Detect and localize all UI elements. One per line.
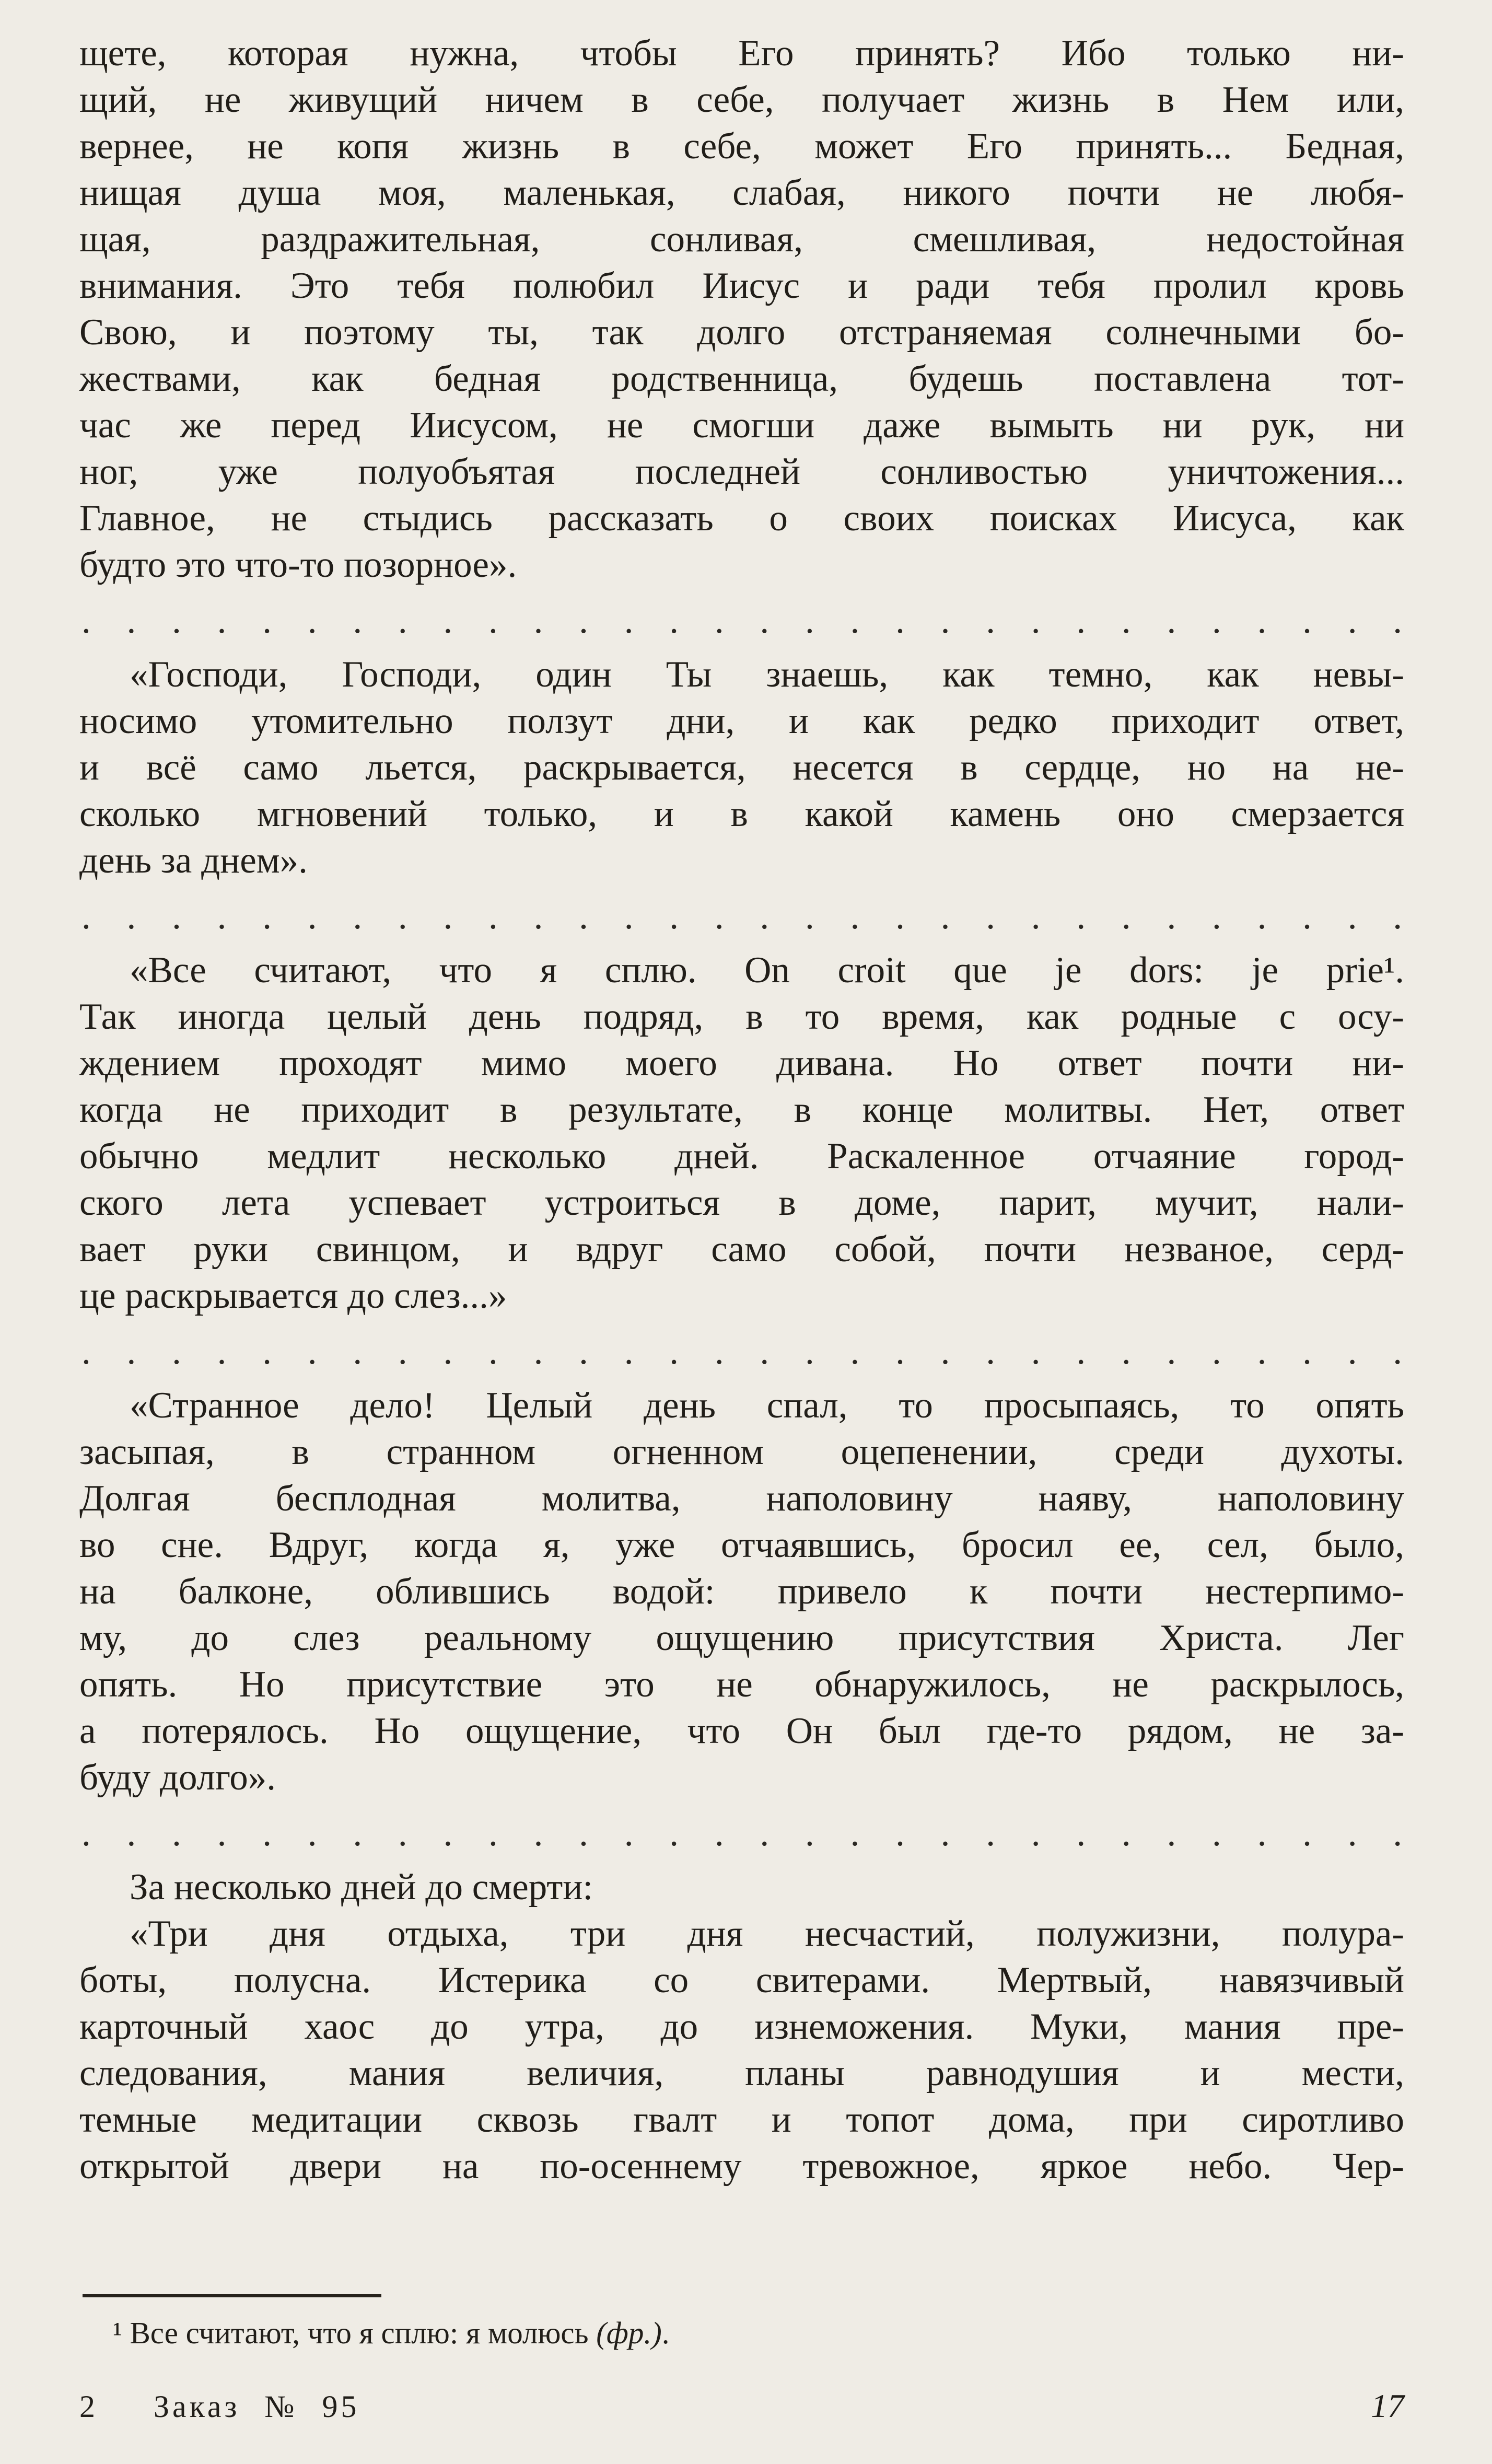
paragraph-continuation bbox=[79, 30, 1404, 588]
text-line: сколько мгновений только, и в какой камень оно смерзается bbox=[79, 794, 1404, 834]
footnote bbox=[113, 2312, 1404, 2354]
dotted-separator: . . . . . . . . . . . . . . . . . . . . . . . . . . . . . . bbox=[81, 1331, 1402, 1372]
text-line: опять. Но присутствие это не обнаружилось, не раскрылось, bbox=[79, 1664, 1404, 1705]
text-line: нищая душа моя, маленькая, слабая, никого почти не любя- bbox=[79, 172, 1404, 213]
text-line: открытой двери на по-осеннему тревожное, яркое небо. Чер- bbox=[79, 2146, 1404, 2187]
paragraph-4 bbox=[79, 1382, 1404, 1801]
text-line: вернее, не копя жизнь в себе, может Его принять... Бедная, bbox=[79, 126, 1404, 167]
paragraph-2 bbox=[79, 652, 1404, 884]
paragraph-3 bbox=[79, 947, 1404, 1319]
paragraph-lines bbox=[79, 1382, 1404, 1801]
text-line: обычно медлит несколько дней. Раскаленное отчаяние город- bbox=[79, 1136, 1404, 1177]
text-line: щий, не живущий ничем в себе, получает жизнь в Нем или, bbox=[79, 79, 1404, 120]
footnote-block bbox=[79, 2273, 1404, 2427]
text-line: ждением проходят мимо моего дивана. Но ответ почти ни- bbox=[79, 1043, 1404, 1084]
text-line: Долгая бесплодная молитва, наполовину наяву, наполовину bbox=[79, 1478, 1404, 1519]
text-line: буду долго». bbox=[79, 1757, 276, 1798]
text-line: ног, уже полуобъятая последней сонливостью уничтожения... bbox=[79, 451, 1404, 492]
text-line: му, до слез реальному ощущению присутствия Христа. Лег bbox=[79, 1618, 1404, 1658]
paragraph-lines bbox=[79, 1864, 1404, 1911]
text-line: и всё само льется, раскрывается, несется в сердце, но на не- bbox=[79, 747, 1404, 788]
text-line: час же перед Иисусом, не смогши даже вымыть ни рук, ни bbox=[79, 405, 1404, 446]
text-line: щете, которая нужна, чтобы Его принять? Ибо только ни- bbox=[79, 33, 1404, 74]
text-line: щая, раздражительная, сонливая, смешливая, недостойная bbox=[79, 219, 1404, 260]
paragraph-lines bbox=[79, 652, 1404, 884]
paragraph-lead-in bbox=[79, 1864, 1404, 1911]
text-line: «Странное дело! Целый день спал, то просыпаясь, то опять bbox=[130, 1385, 1404, 1426]
text-line: «Все считают, что я сплю. On croit que je dors: je prie¹. bbox=[130, 950, 1404, 991]
text-line: жествами, как бедная родственница, будешь поставлена тот- bbox=[79, 358, 1404, 399]
footnote-text: ¹ Все считают, что я сплю: я молюсь bbox=[113, 2316, 597, 2350]
footnote-rule bbox=[83, 2294, 381, 2297]
text-line: день за днем». bbox=[79, 840, 308, 881]
printers-mark bbox=[79, 2386, 360, 2427]
text-line: во сне. Вдруг, когда я, уже отчаявшись, бросил ее, сел, было, bbox=[79, 1525, 1404, 1565]
text-line: За несколько дней до смерти: bbox=[130, 1867, 593, 1908]
footnote-language-note: (фр.) bbox=[596, 2316, 662, 2350]
dotted-separator: . . . . . . . . . . . . . . . . . . . . . . . . . . . . . . bbox=[81, 1813, 1402, 1854]
text-line: когда не приходит в результате, в конце молитвы. Нет, ответ bbox=[79, 1089, 1404, 1130]
footnote-period: . bbox=[661, 2316, 670, 2350]
text-line: будто это что-то позорное». bbox=[79, 544, 517, 585]
text-line: Так иногда целый день подряд, в то время, как родные с осу- bbox=[79, 996, 1404, 1037]
text-line: а потерялось. Но ощущение, что Он был где-то рядом, не за- bbox=[79, 1711, 1404, 1751]
text-line: Свою, и поэтому ты, так долго отстраняемая солнечными бо- bbox=[79, 312, 1404, 353]
page-footer bbox=[79, 2385, 1404, 2427]
dotted-separator: . . . . . . . . . . . . . . . . . . . . . . . . . . . . . . bbox=[81, 600, 1402, 641]
dotted-separator: . . . . . . . . . . . . . . . . . . . . . . . . . . . . . . bbox=[81, 896, 1402, 937]
text-line: засыпая, в странном огненном оцепенении, среди духоты. bbox=[79, 1432, 1404, 1472]
text-line: Главное, не стыдись рассказать о своих поисках Иисуса, как bbox=[79, 498, 1404, 539]
text-line: це раскрывается до слез...» bbox=[79, 1275, 507, 1316]
text-line: вает руки свинцом, и вдруг само собой, почти незваное, серд- bbox=[79, 1229, 1404, 1270]
page-number: 17 bbox=[1371, 2387, 1404, 2424]
text-line: носимо утомительно ползут дни, и как редко приходит ответ, bbox=[79, 701, 1404, 741]
paragraph-lines bbox=[79, 30, 1404, 588]
text-line: темные медитации сквозь гвалт и топот дома, при сиротливо bbox=[79, 2099, 1404, 2140]
paragraph-6 bbox=[79, 1911, 1404, 2190]
paragraph-lines bbox=[79, 947, 1404, 1319]
print-order: Заказ № 95 bbox=[154, 2389, 360, 2424]
text-line: «Три дня отдыха, три дня несчастий, полужизни, полура- bbox=[130, 1913, 1404, 1954]
signature-number: 2 bbox=[79, 2389, 95, 2424]
text-line: карточный хаос до утра, до изнеможения. Муки, мания пре- bbox=[79, 2006, 1404, 2047]
text-line: ского лета успевает устроиться в доме, парит, мучит, нали- bbox=[79, 1182, 1404, 1223]
text-line: следования, мания величия, планы равнодушия и мести, bbox=[79, 2053, 1404, 2094]
text-line: на балконе, облившись водой: привело к почти нестерпимо- bbox=[79, 1571, 1404, 1612]
text-line: «Господи, Господи, один Ты знаешь, как темно, как невы- bbox=[130, 654, 1404, 695]
paragraph-lines bbox=[79, 1911, 1404, 2190]
text-line: боты, полусна. Истерика со свитерами. Мертвый, навязчивый bbox=[79, 1960, 1404, 2001]
text-line: внимания. Это тебя полюбил Иисус и ради тебя пролил кровь bbox=[79, 265, 1404, 306]
